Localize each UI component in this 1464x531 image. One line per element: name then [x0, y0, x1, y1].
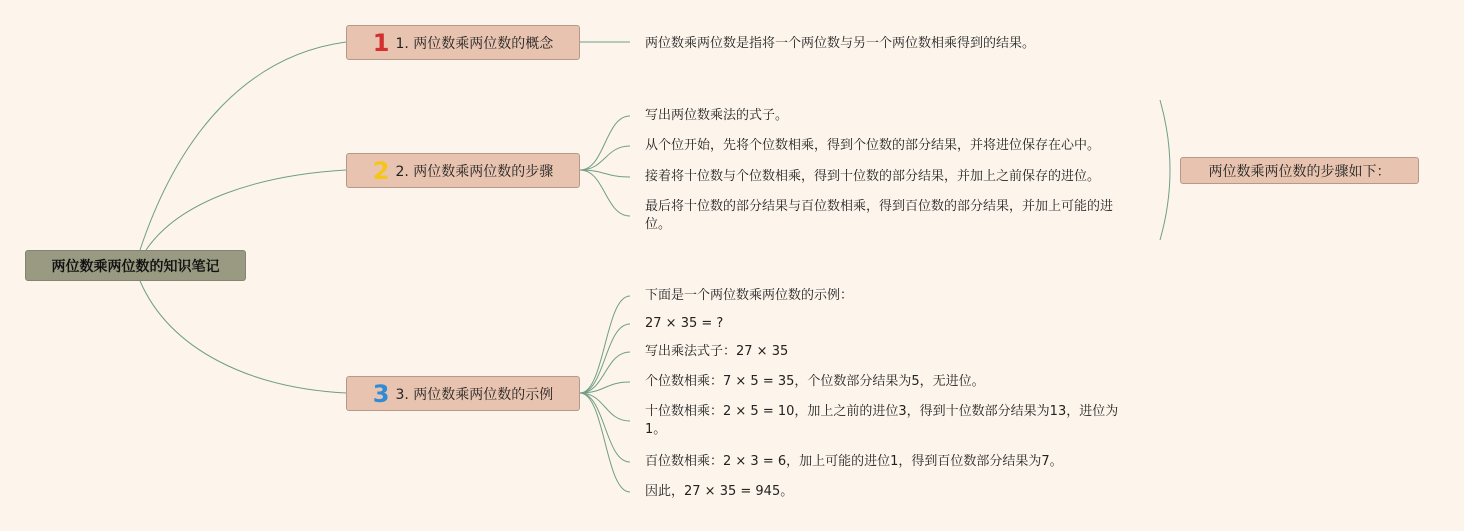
- connector-branch-3-leaf-7: [580, 393, 630, 492]
- branch-3-leaf-5[interactable]: 十位数相乘：2 × 5 = 10，加上之前的进位3，得到十位数部分结果为13，进位为1。: [645, 404, 1119, 437]
- summary-label: 两位数乘两位数的步骤如下：: [1208, 163, 1391, 180]
- root-label: 两位数乘两位数的知识笔记: [51, 258, 220, 275]
- branch-2-node[interactable]: [346, 153, 580, 188]
- root-node[interactable]: [25, 250, 246, 281]
- branch-1-node[interactable]: [346, 25, 580, 60]
- number-1-icon: 1: [372, 28, 390, 57]
- connector-root-branch-3: [140, 281, 346, 393]
- connector-branch-2-leaf-2: [580, 146, 630, 170]
- number-3-icon: 3: [372, 379, 390, 408]
- branch-1-label: 1. 两位数乘两位数的概念: [395, 35, 554, 52]
- branch-3-leaf-4[interactable]: 个位数相乘：7 × 5 = 35，个位数部分结果为5，无进位。: [645, 374, 985, 389]
- branch-3-leaf-2[interactable]: 27 × 35 = ?: [645, 316, 724, 331]
- connector-branch-2-leaf-3: [580, 170, 630, 177]
- branch-3-node[interactable]: [346, 376, 580, 411]
- connector-root-branch-2: [146, 170, 346, 250]
- branch-2-leaf-2[interactable]: 从个位开始，先将个位数相乘，得到个位数的部分结果，并将进位保存在心中。: [645, 138, 1101, 153]
- summary-node[interactable]: [1180, 157, 1419, 184]
- branch-3-leaf-6[interactable]: 百位数相乘：2 × 3 = 6，加上可能的进位1，得到百位数部分结果为7。: [645, 454, 1063, 469]
- connector-branch-2-leaf-1: [580, 116, 630, 170]
- branch-3-label: 3. 两位数乘两位数的示例: [395, 386, 554, 403]
- branch-3-leaf-3[interactable]: 写出乘法式子：27 × 35: [645, 344, 789, 359]
- connector-branch-3-leaf-5: [580, 393, 630, 421]
- connector-branch-3-leaf-6: [580, 393, 630, 462]
- branch-2-leaf-1[interactable]: 写出两位数乘法的式子。: [645, 108, 789, 123]
- summary-bracket: [1160, 100, 1170, 240]
- branch-2-leaf-4[interactable]: 最后将十位数的部分结果与百位数相乘，得到百位数的部分结果，并加上可能的进位。: [645, 199, 1114, 232]
- branch-3-leaf-7[interactable]: 因此，27 × 35 = 945。: [645, 484, 794, 499]
- connector-branch-3-leaf-1: [580, 296, 630, 393]
- branch-3-leaf-1[interactable]: 下面是一个两位数乘两位数的示例：: [645, 288, 854, 303]
- branch-2-leaf-3[interactable]: 接着将十位数与个位数相乘，得到十位数的部分结果，并加上之前保存的进位。: [645, 169, 1101, 184]
- branch-1-leaf-1[interactable]: 两位数乘两位数是指将一个两位数与另一个两位数相乘得到的结果。: [645, 36, 1036, 51]
- branch-2-label: 2. 两位数乘两位数的步骤: [395, 163, 554, 180]
- number-2-icon: 2: [372, 156, 390, 185]
- connector-root-branch-1: [140, 42, 346, 250]
